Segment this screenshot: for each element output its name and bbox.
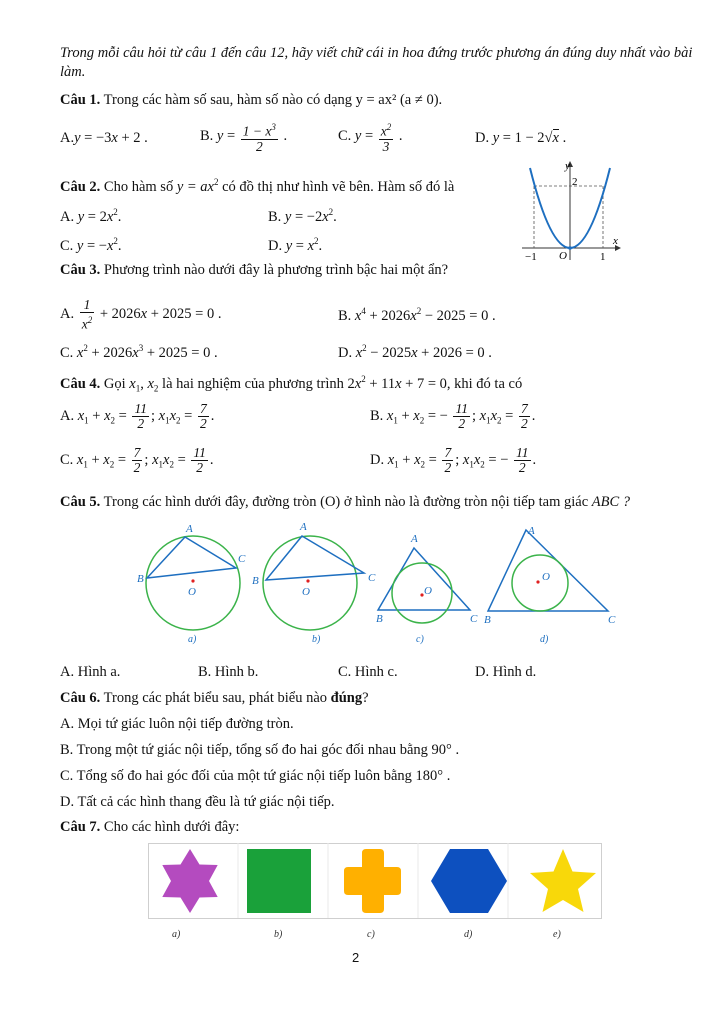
center-a bbox=[191, 579, 194, 582]
q1-text: Trong các hàm số sau, hàm số nào có dạng y = ax² (a ≠ 0). bbox=[103, 92, 443, 108]
vertex-point bbox=[568, 246, 572, 250]
caption-shape-d: d) bbox=[464, 929, 473, 940]
tick-1-label: 1 bbox=[600, 251, 606, 263]
q3-option-c: C. $x^2 + 2026x^3 + 2025 = 0$ . bbox=[60, 343, 218, 361]
q4-option-a: A. $x_1 + x_2$ = $\frac{11}{2}$ ; $x_1x_2$ = $\frac{7}{2}$ . bbox=[60, 401, 215, 431]
caption-shape-c: c) bbox=[367, 929, 375, 940]
q1-option-a: A.y = −3x + 2 . bbox=[60, 130, 148, 146]
caption-shape-e: e) bbox=[553, 929, 561, 940]
label-a-A: A bbox=[186, 523, 193, 535]
q5-figures bbox=[130, 518, 630, 646]
q4-label: Câu 4. bbox=[60, 375, 101, 392]
center-b bbox=[306, 579, 309, 582]
caption-a: a) bbox=[188, 634, 197, 645]
label-a-C: C bbox=[238, 553, 246, 565]
tick-2-label: 2 bbox=[572, 176, 578, 188]
parabola-graph bbox=[516, 158, 626, 264]
q5-option-b: B. Hình b. bbox=[198, 664, 259, 680]
q2-option-c: C. $y = -x^2$. bbox=[60, 236, 122, 254]
label-c-B: B bbox=[376, 613, 383, 625]
q2-stem: Câu 2. Cho hàm số $y = ax^2$ có đồ thị như hình vẽ bên. Hàm số đó là bbox=[60, 177, 455, 195]
q6-option-c: C. Tổng số đo hai góc đối của một tứ giác nội tiếp luôn bằng 180° . bbox=[60, 768, 451, 784]
q1-option-c: C. y = $\frac{x^2}{3}$ . bbox=[338, 122, 403, 154]
label-c-C: C bbox=[470, 613, 478, 625]
q3-option-d: D. $x^2 - 2025x + 2026 = 0$ . bbox=[338, 343, 492, 361]
q2-option-b: B. $y = -2x^2$. bbox=[268, 207, 337, 225]
caption-shape-b: b) bbox=[274, 929, 283, 940]
q5-option-a: A. Hình a. bbox=[60, 664, 121, 680]
q5-stem: Câu 5. Trong các hình dưới đây, đường tròn (O) ở hình nào là đường tròn nội tiếp tam giác ABC ? bbox=[60, 494, 631, 510]
q1-option-d: D. y = 1 − 2√x . bbox=[475, 130, 567, 146]
figure-b bbox=[252, 521, 376, 645]
q1-label: Câu 1. bbox=[60, 92, 101, 108]
triangle-a bbox=[147, 537, 236, 578]
label-d-C: C bbox=[608, 614, 616, 626]
label-d-O: O bbox=[542, 571, 550, 583]
circle-b bbox=[263, 536, 357, 630]
q4-option-c: C. $x_1 + x_2$ = $\frac{7}{2}$ ; $x_1x_2$ = $\frac{11}{2}$ . bbox=[60, 445, 214, 475]
q4-option-d: D. $x_1 + x_2$ = $\frac{7}{2}$ ; $x_1x_2$ = − $\frac{11}{2}$ . bbox=[370, 445, 537, 475]
q3-label: Câu 3. bbox=[60, 262, 101, 278]
instructions: Trong mỗi câu hỏi từ câu 1 đến câu 12, hãy viết chữ cái in hoa đứng trước phương án đúng duy nhất vào bài làm. bbox=[60, 45, 693, 80]
figure-d bbox=[484, 525, 616, 645]
q6-label: Câu 6. bbox=[60, 690, 101, 706]
q5-option-d: D. Hình d. bbox=[475, 664, 537, 680]
q2-option-a: A. $y = 2x^2$. bbox=[60, 207, 122, 225]
green-square bbox=[247, 849, 311, 913]
q1-option-b: B. y = $\frac{1 - x^3}{2}$ . bbox=[200, 122, 288, 154]
figure-c bbox=[376, 533, 478, 645]
q6-option-d: D. Tất cả các hình thang đều là tứ giác nội tiếp. bbox=[60, 794, 335, 810]
origin-label: O bbox=[559, 250, 567, 262]
label-b-C: C bbox=[368, 572, 376, 584]
q6-option-a: A. Mọi tứ giác luôn nội tiếp đường tròn. bbox=[60, 716, 294, 732]
q4-option-b: B. $x_1 + x_2$ = − $\frac{11}{2}$ ; $x_1x_2$ = $\frac{7}{2}$ . bbox=[370, 401, 536, 431]
circle-c bbox=[392, 563, 452, 623]
caption-shape-a: a) bbox=[172, 929, 181, 940]
label-b-O: O bbox=[302, 586, 310, 598]
q3-option-b: B. $x^4 + 2026x^2 - 2025 = 0$ . bbox=[338, 306, 496, 324]
q7-stem: Câu 7. Cho các hình dưới đây: bbox=[60, 819, 240, 835]
page-number: 2 bbox=[352, 950, 360, 965]
label-b-B: B bbox=[252, 575, 259, 587]
tick-neg1-label: −1 bbox=[525, 251, 537, 263]
q7-shapes bbox=[148, 843, 602, 943]
q3-stem: Câu 3. Phương trình nào dưới đây là phương trình bậc hai một ẩn? bbox=[60, 262, 449, 278]
plus-cross-shape bbox=[344, 849, 401, 913]
caption-c: c) bbox=[416, 634, 424, 645]
caption-b: b) bbox=[312, 634, 321, 645]
label-a-O: O bbox=[188, 586, 196, 598]
q2-option-d: D. $y = x^2$. bbox=[268, 236, 323, 254]
q1-stem bbox=[60, 92, 442, 109]
q6-stem: Câu 6. Trong các phát biểu sau, phát biểu nào đúng? bbox=[60, 690, 369, 706]
hexagon bbox=[431, 849, 507, 913]
q5-option-c: C. Hình c. bbox=[338, 664, 398, 680]
x-axis-label: x bbox=[613, 235, 618, 247]
y-axis-label: y bbox=[565, 160, 570, 172]
figure-a bbox=[137, 523, 246, 645]
q4-stem: Câu 4. Gọi $x_1$, $x_2$ là hai nghiệm của phương trình $2x^2 + 11x + 7 = 0$, khi đó ta có bbox=[60, 374, 523, 394]
circle-a bbox=[146, 536, 240, 630]
label-c-A: A bbox=[411, 533, 418, 545]
caption-d: d) bbox=[540, 634, 549, 645]
q6-option-b: B. Trong một tứ giác nội tiếp, tổng số đo hai góc đối nhau bằng 90° . bbox=[60, 742, 460, 758]
q3-option-a: A. $\frac{1}{x^2}$ + 2026x + 2025 = 0 . bbox=[60, 297, 222, 332]
triangle-c bbox=[378, 548, 470, 610]
label-a-B: B bbox=[137, 573, 144, 585]
center-d bbox=[536, 580, 539, 583]
label-d-B: B bbox=[484, 614, 491, 626]
q7-label: Câu 7. bbox=[60, 819, 101, 835]
q2-label: Câu 2. bbox=[60, 178, 101, 195]
circle-d bbox=[512, 555, 568, 611]
five-point-star bbox=[530, 849, 596, 912]
six-point-star bbox=[162, 849, 217, 913]
label-c-O: O bbox=[424, 585, 432, 597]
label-d-A: A bbox=[528, 525, 535, 537]
label-b-A: A bbox=[300, 521, 307, 533]
q5-label: Câu 5. bbox=[60, 494, 101, 510]
